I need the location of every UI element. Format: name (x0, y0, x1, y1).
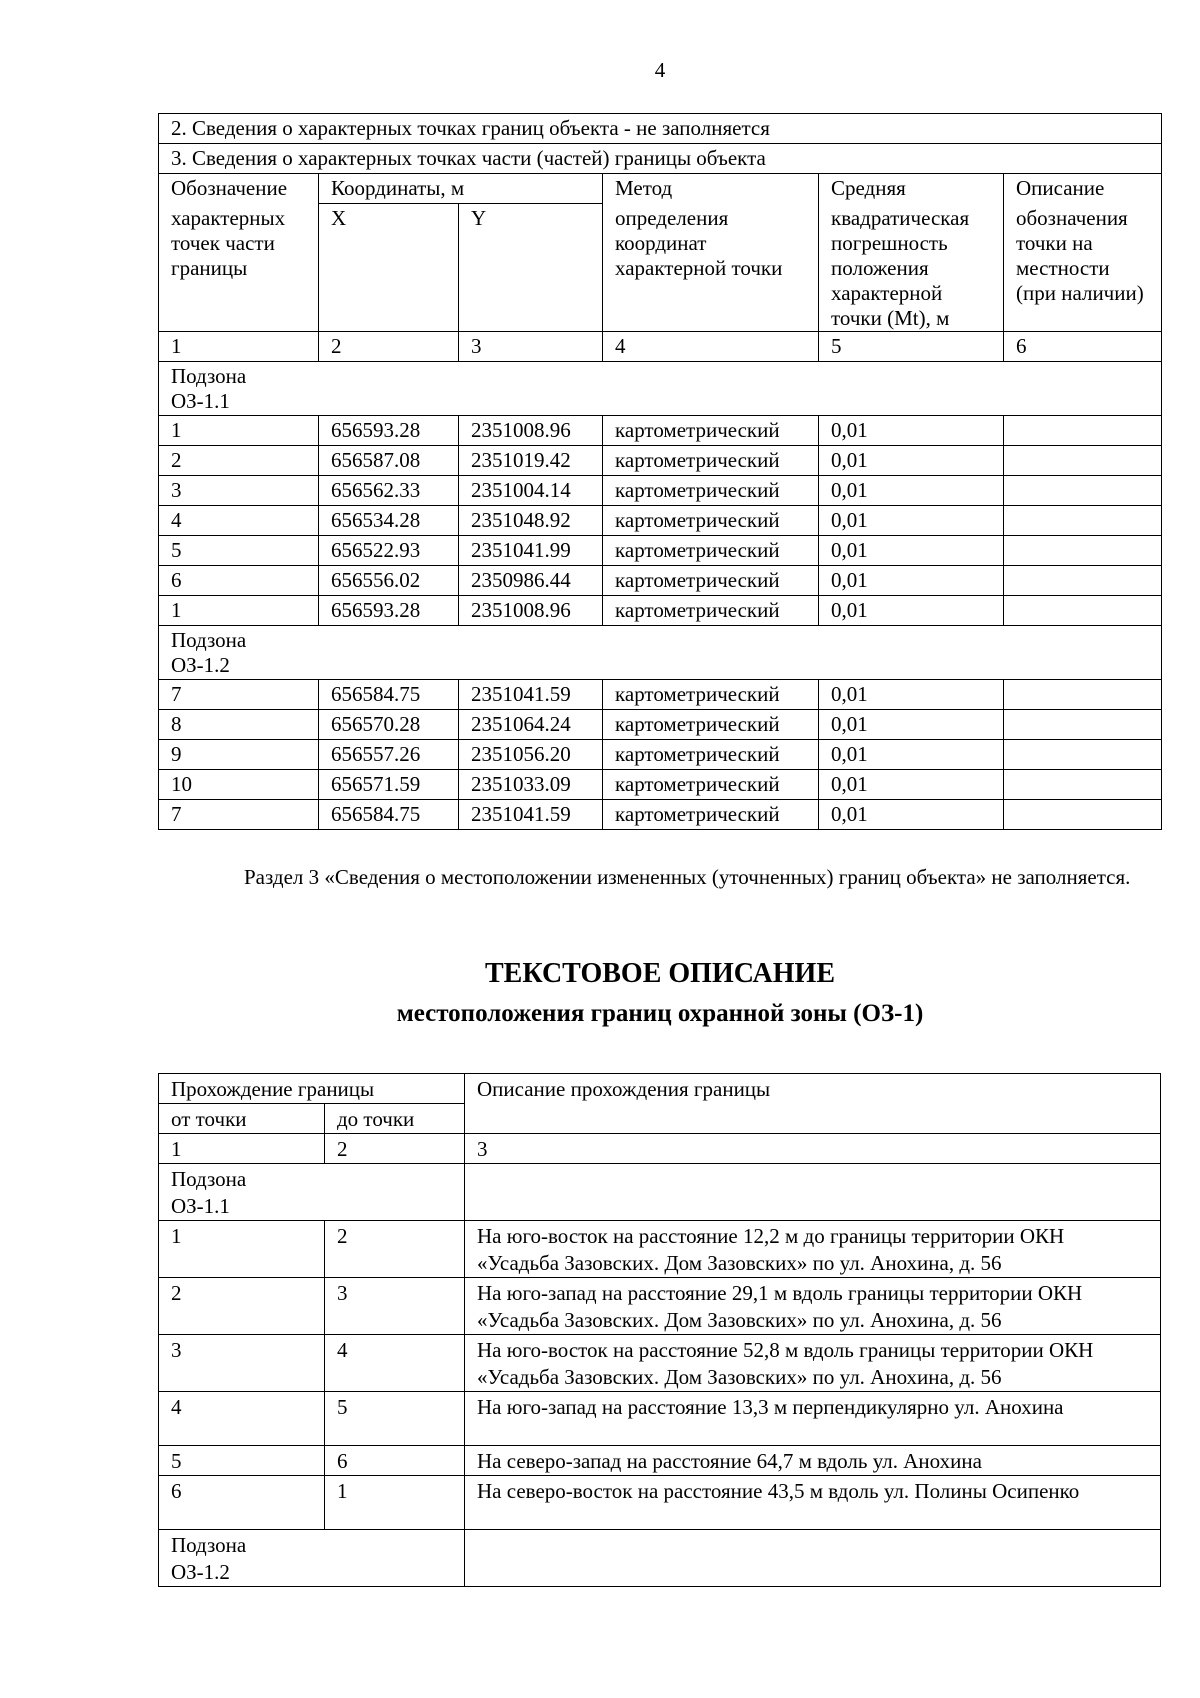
method-cell: картометрический (603, 475, 819, 505)
point-number: 1 (159, 595, 319, 625)
subzone-label-text: Подзона ОЗ-1.1 (171, 363, 247, 413)
boundary-description: На юго-восток на расстояние 52,8 м вдоль границы территории ОКН «Усадьба Зазовских. Дом Зазовских» по ул. Анохина, д. 56 (465, 1335, 1161, 1392)
header-boundary-description: Описание прохождения границы (465, 1074, 1161, 1134)
method-cell: картометрический (603, 739, 819, 769)
page-number: 4 (654, 58, 666, 82)
table-row (159, 415, 1162, 445)
method-cell: картометрический (603, 679, 819, 709)
to-point: 2 (325, 1221, 465, 1278)
table-row (159, 1278, 1161, 1335)
description-cell (1004, 679, 1162, 709)
description-cell (1004, 739, 1162, 769)
coordinate-x: 656593.28 (319, 595, 459, 625)
point-number: 9 (159, 739, 319, 769)
description-cell (1004, 769, 1162, 799)
point-number: 7 (159, 679, 319, 709)
error-cell: 0,01 (819, 565, 1004, 595)
to-point: 4 (325, 1335, 465, 1392)
description-cell (1004, 709, 1162, 739)
coordinate-x: 656584.75 (319, 799, 459, 829)
description-cell (1004, 475, 1162, 505)
point-number: 7 (159, 799, 319, 829)
coordinate-y: 2351048.92 (459, 505, 603, 535)
to-point: 3 (325, 1278, 465, 1335)
table-row (159, 114, 1162, 144)
column-number: 4 (603, 331, 819, 361)
table-row (159, 535, 1162, 565)
from-point: 4 (159, 1392, 325, 1446)
header-description-cont: обозначения точки на местности (при наличии) (1004, 204, 1162, 332)
column-number: 2 (325, 1134, 465, 1164)
method-cell: картометрический (603, 709, 819, 739)
coordinate-y: 2351041.59 (459, 679, 603, 709)
coordinate-x: 656522.93 (319, 535, 459, 565)
error-cell: 0,01 (819, 799, 1004, 829)
header-y: Y (459, 204, 603, 332)
boundary-description-table (158, 1073, 1161, 1587)
table-row (159, 475, 1162, 505)
method-cell: картометрический (603, 505, 819, 535)
header-coordinates: Координаты, м (319, 174, 603, 204)
column-number: 1 (159, 1134, 325, 1164)
subzone-label (159, 1530, 465, 1587)
table-row (159, 565, 1162, 595)
boundary-description: На юго-восток на расстояние 12,2 м до границы территории ОКН «Усадьба Зазовских. Дом Зазовских» по ул. Анохина, д. 56 (465, 1221, 1161, 1278)
coordinate-x: 656593.28 (319, 415, 459, 445)
empty-cell (465, 1530, 1161, 1587)
coordinate-x: 656557.26 (319, 739, 459, 769)
column-number: 6 (1004, 331, 1162, 361)
table-row (159, 595, 1162, 625)
method-cell: картометрический (603, 445, 819, 475)
error-cell: 0,01 (819, 475, 1004, 505)
error-cell: 0,01 (819, 709, 1004, 739)
header-to: до точки (325, 1104, 465, 1134)
coordinate-y: 2351041.59 (459, 799, 603, 829)
point-number: 10 (159, 769, 319, 799)
to-point: 1 (325, 1476, 465, 1530)
from-point: 6 (159, 1476, 325, 1530)
table-row (159, 1221, 1161, 1278)
subzone-label-text: Подзона ОЗ-1.2 (171, 1533, 247, 1584)
to-point: 5 (325, 1392, 465, 1446)
coordinate-y: 2351008.96 (459, 595, 603, 625)
from-point: 5 (159, 1446, 325, 1476)
column-numbers-row (159, 1134, 1161, 1164)
column-number: 3 (459, 331, 603, 361)
column-numbers-row (159, 331, 1162, 361)
boundary-description: На юго-запад на расстояние 29,1 м вдоль границы территории ОКН «Усадьба Зазовских. Дом Зазовских» по ул. Анохина, д. 56 (465, 1278, 1161, 1335)
coordinate-x: 656556.02 (319, 565, 459, 595)
boundary-description: На северо-запад на расстояние 64,7 м вдоль ул. Анохина (465, 1446, 1161, 1476)
subzone-row (159, 361, 1162, 415)
error-cell: 0,01 (819, 415, 1004, 445)
description-cell (1004, 799, 1162, 829)
error-cell: 0,01 (819, 769, 1004, 799)
error-cell: 0,01 (819, 595, 1004, 625)
point-number: 3 (159, 475, 319, 505)
description-cell (1004, 505, 1162, 535)
header-designation: Обозначение (159, 174, 319, 204)
from-point: 1 (159, 1221, 325, 1278)
characteristic-points-table (158, 113, 1162, 830)
description-cell (1004, 595, 1162, 625)
method-cell: картометрический (603, 769, 819, 799)
header-designation-cont: характерных точек части границы (159, 204, 319, 332)
header-row (159, 174, 1162, 204)
header-row (159, 204, 1162, 332)
table-row (159, 505, 1162, 535)
column-number: 5 (819, 331, 1004, 361)
column-number: 2 (319, 331, 459, 361)
coordinate-y: 2351004.14 (459, 475, 603, 505)
coordinate-y: 2351033.09 (459, 769, 603, 799)
boundary-description: На северо-восток на расстояние 43,5 м вдоль ул. Полины Осипенко (465, 1476, 1161, 1530)
from-point: 3 (159, 1335, 325, 1392)
subzone-label-text: Подзона ОЗ-1.2 (171, 627, 247, 677)
description-cell (1004, 565, 1162, 595)
table-row (159, 1392, 1161, 1446)
error-cell: 0,01 (819, 739, 1004, 769)
coordinate-x: 656587.08 (319, 445, 459, 475)
coordinate-x: 656571.59 (319, 769, 459, 799)
table-row (159, 1476, 1161, 1530)
coordinate-y: 2351041.99 (459, 535, 603, 565)
error-cell: 0,01 (819, 535, 1004, 565)
column-number: 1 (159, 331, 319, 361)
subzone-label (159, 1164, 465, 1221)
coordinate-y: 2351008.96 (459, 415, 603, 445)
document-subtitle: местоположения границ охранной зоны (ОЗ-1) (396, 1000, 924, 1027)
subzone-label (159, 361, 1162, 415)
coordinate-y: 2351064.24 (459, 709, 603, 739)
description-cell (1004, 535, 1162, 565)
error-cell: 0,01 (819, 679, 1004, 709)
header-from: от точки (159, 1104, 325, 1134)
boundary-description: На юго-запад на расстояние 13,3 м перпендикулярно ул. Анохина (465, 1392, 1161, 1446)
empty-cell (465, 1164, 1161, 1221)
description-cell (1004, 445, 1162, 475)
header-passage: Прохождение границы (159, 1074, 465, 1104)
table-row (159, 739, 1162, 769)
header-error: Средняя (819, 174, 1004, 204)
subzone-label-text: Подзона ОЗ-1.1 (171, 1167, 247, 1218)
section2-text: 2. Сведения о характерных точках границ объекта - не заполняется (159, 114, 1162, 144)
coordinate-x: 656584.75 (319, 679, 459, 709)
table-row (159, 144, 1162, 174)
subzone-row (159, 1530, 1161, 1587)
column-number: 3 (465, 1134, 1161, 1164)
subzone-label (159, 625, 1162, 679)
table-row (159, 709, 1162, 739)
section3-paragraph: Раздел 3 «Сведения о местоположении измененных (уточненных) границ объекта» не заполняется. (244, 865, 1131, 889)
method-cell: картометрический (603, 799, 819, 829)
header-description: Описание (1004, 174, 1162, 204)
point-number: 8 (159, 709, 319, 739)
from-point: 2 (159, 1278, 325, 1335)
description-cell (1004, 415, 1162, 445)
coordinate-y: 2351056.20 (459, 739, 603, 769)
error-cell: 0,01 (819, 505, 1004, 535)
header-x: X (319, 204, 459, 332)
table-row (159, 1446, 1161, 1476)
header-method: Метод (603, 174, 819, 204)
document-title: ТЕКСТОВОЕ ОПИСАНИЕ (484, 958, 835, 989)
error-cell: 0,01 (819, 445, 1004, 475)
coordinate-y: 2351019.42 (459, 445, 603, 475)
point-number: 4 (159, 505, 319, 535)
table-row (159, 799, 1162, 829)
coordinate-x: 656562.33 (319, 475, 459, 505)
method-cell: картометрический (603, 595, 819, 625)
point-number: 6 (159, 565, 319, 595)
method-cell: картометрический (603, 415, 819, 445)
point-number: 1 (159, 415, 319, 445)
header-method-cont: определения координат характерной точки (603, 204, 819, 332)
method-cell: картометрический (603, 565, 819, 595)
table-row (159, 445, 1162, 475)
section3-text: 3. Сведения о характерных точках части (частей) границы объекта (159, 144, 1162, 174)
header-error-cont: квадратическая погрешность положения характерной точки (Mt), м (819, 204, 1004, 332)
table-row (159, 769, 1162, 799)
table-row (159, 679, 1162, 709)
header-row (159, 1074, 1161, 1104)
point-number: 2 (159, 445, 319, 475)
coordinate-y: 2350986.44 (459, 565, 603, 595)
method-cell: картометрический (603, 535, 819, 565)
table-row (159, 1335, 1161, 1392)
subzone-row (159, 625, 1162, 679)
point-number: 5 (159, 535, 319, 565)
coordinate-x: 656534.28 (319, 505, 459, 535)
coordinate-x: 656570.28 (319, 709, 459, 739)
subzone-row (159, 1164, 1161, 1221)
to-point: 6 (325, 1446, 465, 1476)
